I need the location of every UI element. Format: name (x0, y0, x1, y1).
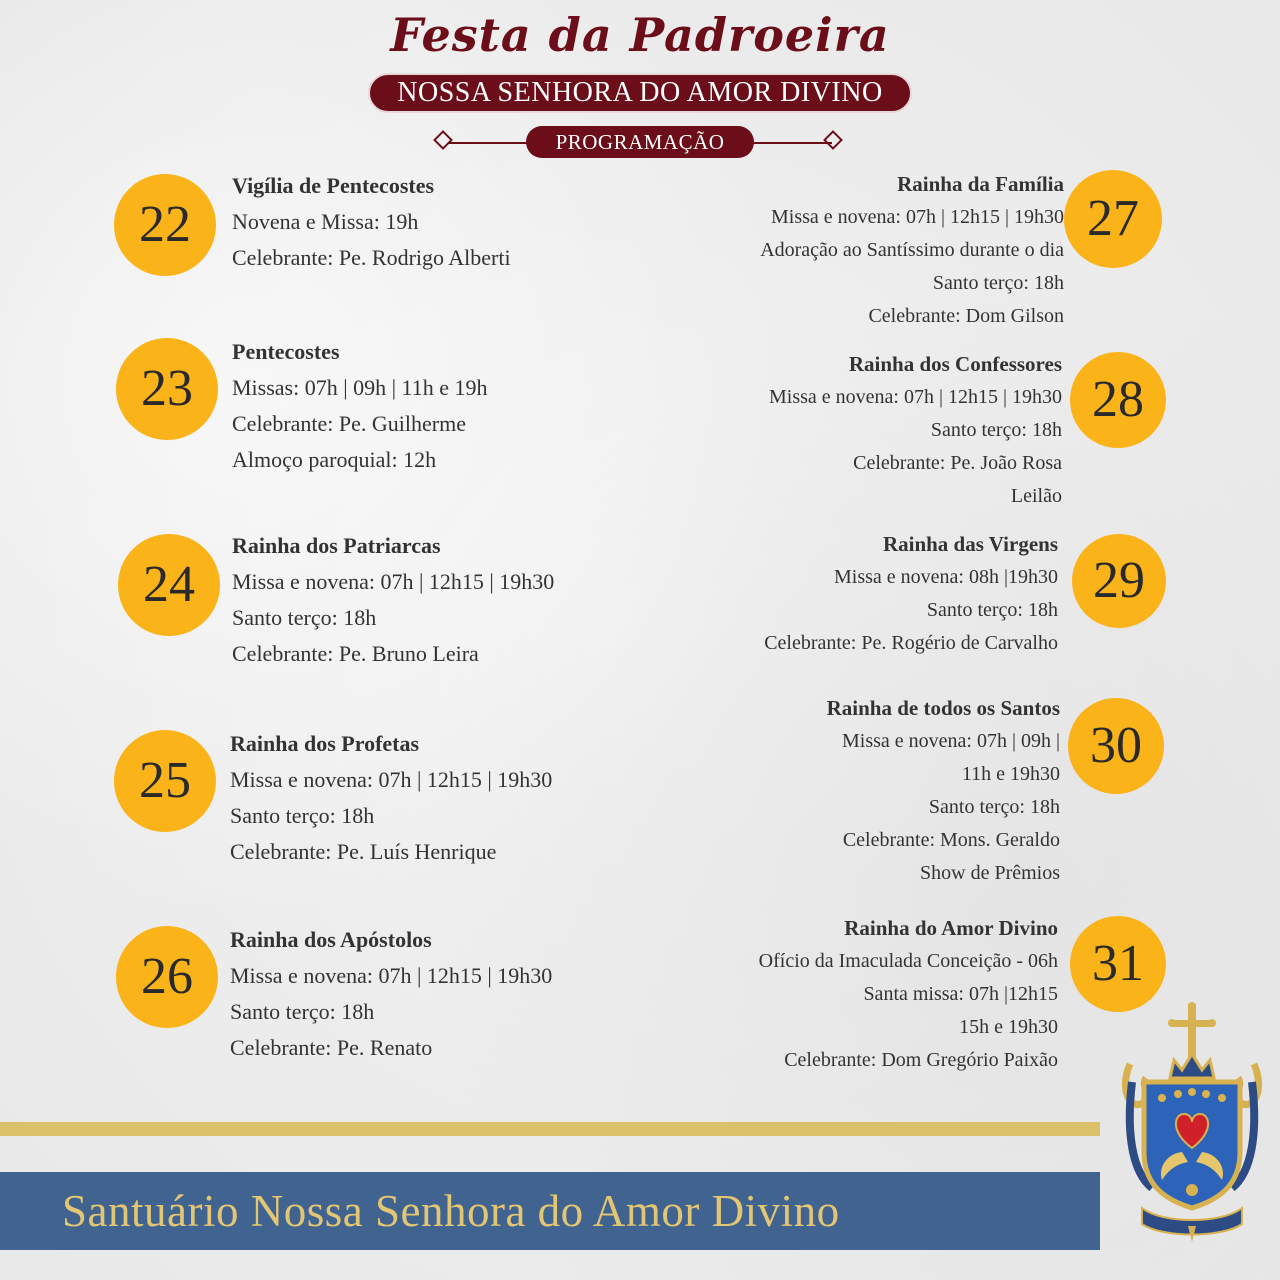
day-title: Rainha do Amor Divino (844, 916, 1058, 940)
day-line: Santo terço: 18h (926, 599, 1058, 621)
day-line: Missa e novena: 08h |19h30 (834, 566, 1058, 588)
day-title: Rainha dos Profetas (230, 731, 420, 756)
day-circle-25: 25 (114, 730, 216, 832)
day-line: Almoço paroquial: 12h (232, 447, 437, 472)
day-line: Show de Prêmios (920, 862, 1060, 884)
day-title: Rainha de todos os Santos (826, 696, 1060, 720)
diamond-ornament-right-icon (823, 130, 843, 150)
day-line: Adoração ao Santíssimo durante o dia (760, 239, 1064, 261)
day-line: 15h e 19h30 (959, 1016, 1058, 1038)
page-title: Festa da Padroeira (390, 8, 890, 62)
day-circle-29: 29 (1072, 534, 1166, 628)
day-line: Celebrante: Pe. Luís Henrique (230, 839, 497, 864)
day-line: Celebrante: Pe. João Rosa (853, 452, 1062, 474)
day-line: Celebrante: Pe. Rogério de Carvalho (764, 632, 1058, 654)
day-line: Santo terço: 18h (232, 605, 377, 630)
day-line: Santo terço: 18h (930, 419, 1062, 441)
day-block-23 (232, 334, 488, 478)
day-line: Celebrante: Pe. Bruno Leira (232, 641, 479, 666)
gold-stripe (0, 1122, 1100, 1136)
day-line: Missa e novena: 07h | 12h15 | 19h30 (230, 767, 553, 792)
footer-text: Santuário Nossa Senhora do Amor Divino (62, 1186, 840, 1236)
day-line: Ofício da Imaculada Conceição - 06h (758, 950, 1058, 972)
day-block-22 (232, 168, 511, 276)
day-title: Pentecostes (232, 339, 340, 364)
day-line: Missa e novena: 07h | 12h15 | 19h30 (232, 569, 555, 594)
day-line: Missas: 07h | 09h | 11h e 19h (232, 375, 488, 400)
subtitle-banner: NOSSA SENHORA DO AMOR DIVINO (368, 73, 912, 113)
day-circle-22: 22 (114, 174, 216, 276)
day-line: Santo terço: 18h (928, 796, 1060, 818)
day-circle-24: 24 (118, 534, 220, 636)
day-block-28 (640, 348, 1062, 513)
day-line: Celebrante: Dom Gilson (868, 305, 1064, 327)
day-line: Novena e Missa: 19h (232, 209, 419, 234)
divider-line-right (748, 142, 832, 144)
day-title: Rainha dos Confessores (848, 352, 1062, 376)
divider-line-left (448, 142, 532, 144)
day-block-27 (640, 168, 1064, 333)
day-line: Santo terço: 18h (230, 999, 375, 1024)
day-line: Santa missa: 07h |12h15 (863, 983, 1058, 1005)
day-line: 11h e 19h30 (961, 763, 1060, 785)
coat-of-arms-icon (1122, 1002, 1262, 1244)
day-title: Rainha dos Apóstolos (230, 927, 432, 952)
day-line: Missa e novena: 07h | 12h15 | 19h30 (769, 386, 1062, 408)
day-line: Missa e novena: 07h | 12h15 | 19h30 (230, 963, 553, 988)
day-block-25 (230, 726, 552, 870)
day-block-31 (640, 912, 1058, 1077)
day-title: Vigília de Pentecostes (232, 173, 435, 198)
day-line: Leilão (1010, 485, 1062, 507)
section-label: PROGRAMAÇÃO (526, 126, 754, 158)
day-line: Santo terço: 18h (230, 803, 375, 828)
day-line: Missa e novena: 07h | 09h | (842, 730, 1060, 752)
day-circle-27: 27 (1064, 170, 1162, 268)
day-block-30 (640, 692, 1060, 890)
day-title: Rainha dos Patriarcas (232, 533, 441, 558)
day-line: Celebrante: Pe. Guilherme (232, 411, 466, 436)
diamond-ornament-left-icon (433, 130, 453, 150)
day-line: Missa e novena: 07h | 12h15 | 19h30 (771, 206, 1064, 228)
day-line: Santo terço: 18h (932, 272, 1064, 294)
day-circle-31: 31 (1070, 916, 1166, 1012)
day-block-24 (232, 528, 554, 672)
day-line: Celebrante: Dom Gregório Paixão (784, 1049, 1058, 1071)
day-circle-28: 28 (1070, 352, 1166, 448)
day-line: Celebrante: Mons. Geraldo (842, 829, 1060, 851)
day-line: Celebrante: Pe. Rodrigo Alberti (232, 245, 511, 270)
day-circle-26: 26 (116, 926, 218, 1028)
day-line: Celebrante: Pe. Renato (230, 1035, 433, 1060)
day-title: Rainha da Família (897, 172, 1064, 196)
day-circle-23: 23 (116, 338, 218, 440)
day-block-29 (640, 528, 1058, 660)
day-circle-30: 30 (1068, 698, 1164, 794)
day-title: Rainha das Virgens (882, 532, 1058, 556)
day-block-26 (230, 922, 552, 1066)
